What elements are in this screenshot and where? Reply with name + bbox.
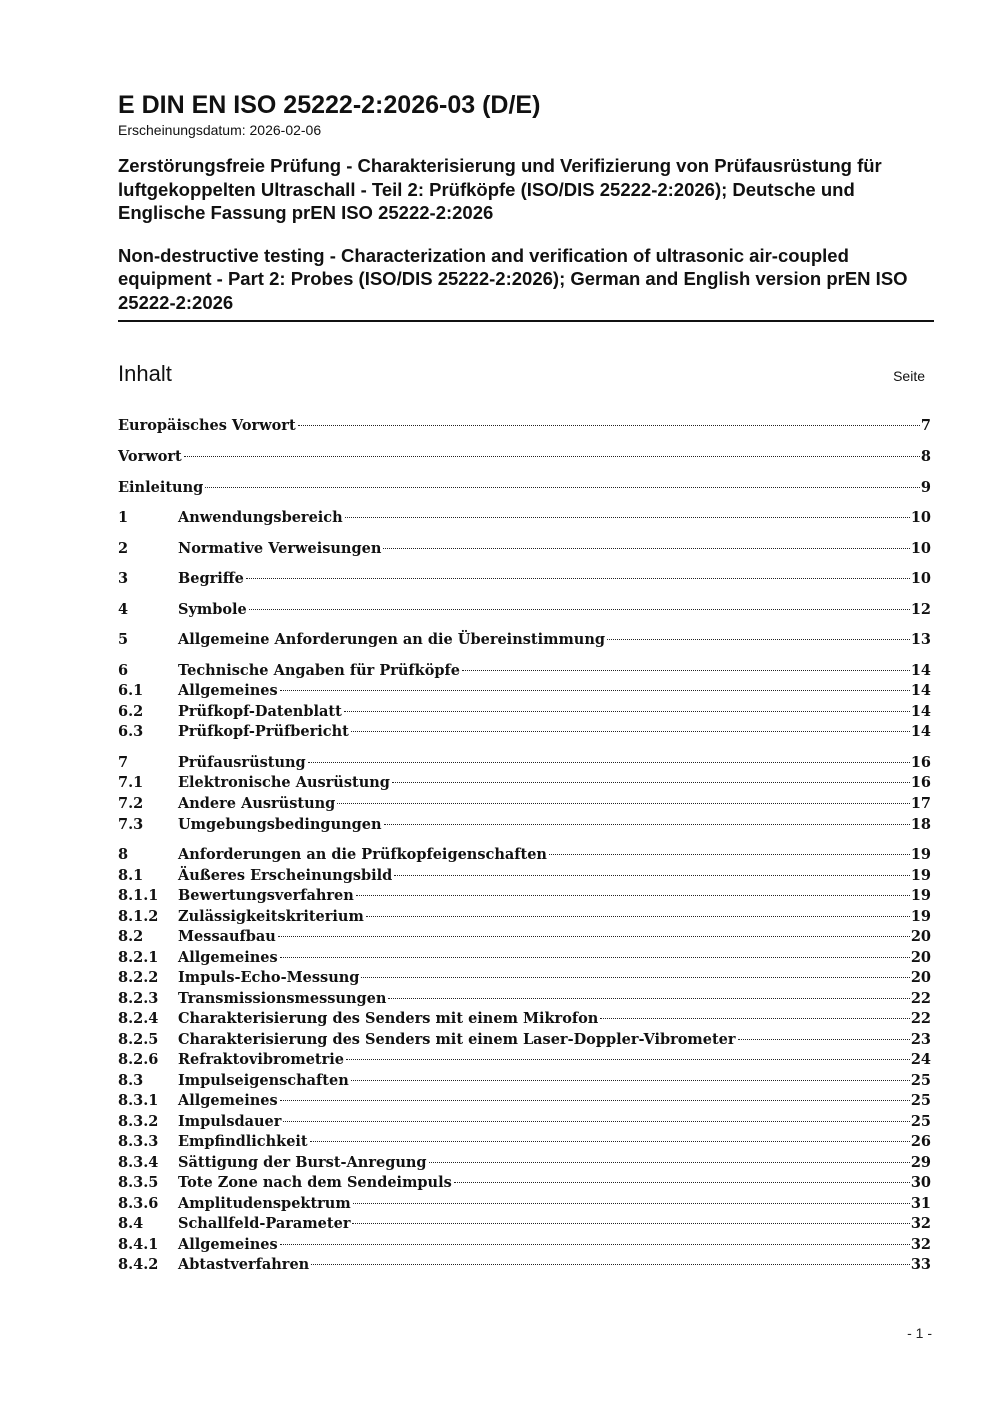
toc-entry[interactable] [118,845,931,865]
toc-entry[interactable] [118,681,931,701]
toc-entry-number: 8.3 [118,1072,144,1089]
toc-entry-page: 13 [910,631,931,648]
toc-entry-page: 31 [910,1195,931,1212]
toc-entry[interactable] [118,1194,931,1214]
toc-entry-number: 8.3.4 [118,1154,159,1171]
toc-dot-leader [246,578,910,579]
toc-dot-leader [205,487,920,488]
page-number: - 1 - [907,1325,932,1341]
toc-entry-number: 8.2.2 [118,969,159,986]
toc-entry[interactable] [118,1009,931,1029]
toc-entry-page: 10 [910,509,931,526]
toc-entry-page: 20 [910,969,931,986]
toc-entry-title: Allgemeines [178,682,278,699]
toc-entry-number: 8 [118,846,129,863]
toc-entry-title: Charakterisierung des Senders mit einem Mikrofon [178,1010,599,1027]
toc-entry-title: Elektronische Ausrüstung [178,774,390,791]
title-english: Non-destructive testing - Characterization and verification of ultrasonic air-coupled equipment - Part 2: Probes (ISO/DIS 25222-2:2026); German and English version prEN ISO 25222-2:2026 [118,244,908,313]
toc-entry-number: 8.3.5 [118,1174,159,1191]
toc-entry-number: 8.2 [118,928,144,945]
toc-dot-leader [361,977,909,978]
toc-entry-title: Sättigung der Burst-Anregung [178,1154,427,1171]
toc-dot-leader [394,875,910,876]
issue-date: Erscheinungsdatum: 2026-02-06 [118,122,322,138]
toc-dot-leader [392,782,910,783]
toc-entry-page: 33 [910,1256,931,1273]
toc-dot-leader [388,998,909,999]
toc-entry-number: 7.2 [118,795,144,812]
toc-entry-number: 8.4.2 [118,1256,159,1273]
toc-entry-title: Zulässigkeitskriterium [178,908,364,925]
toc-dot-leader [283,1121,909,1122]
toc-entry-page: 30 [910,1174,931,1191]
toc-entry[interactable] [118,1235,931,1255]
toc-entry-page: 14 [910,682,931,699]
toc-entry[interactable] [118,447,931,467]
toc-entry-title: Schallfeld-Parameter [178,1215,351,1232]
toc-entry[interactable] [118,508,931,528]
toc-entry-page: 24 [910,1051,931,1068]
toc-entry[interactable] [118,989,931,1009]
toc-entry-page: 8 [920,448,931,465]
toc-entry-page: 7 [920,417,931,434]
toc-entry-page: 32 [910,1215,931,1232]
toc-entry[interactable] [118,907,931,927]
toc-entry[interactable] [118,1030,931,1050]
toc-entry-title: Allgemeines [178,1236,278,1253]
toc-entry-number: 8.2.1 [118,949,159,966]
toc-entry-page: 32 [910,1236,931,1253]
toc-dot-leader [184,456,920,457]
toc-dot-leader [384,824,910,825]
toc-entry-title: Europäisches Vorwort [118,417,296,434]
toc-entry-number: 8.4.1 [118,1236,159,1253]
toc-entry-page: 18 [910,816,931,833]
toc-entry-title: Symbole [178,601,247,618]
toc-dot-leader [310,1141,910,1142]
toc-entry-title: Impulseigenschaften [178,1072,349,1089]
toc-entry-page: 12 [910,601,931,618]
toc-entry-number: 8.3.1 [118,1092,159,1109]
toc-entry-number: 8.2.5 [118,1031,159,1048]
toc-dot-leader [344,711,910,712]
toc-entry-page: 23 [910,1031,931,1048]
toc-entry-page: 16 [910,754,931,771]
toc-entry[interactable] [118,948,931,968]
toc-entry[interactable] [118,478,931,498]
toc-entry[interactable] [118,1153,931,1173]
toc-entry[interactable] [118,1091,931,1111]
toc-entry-title: Anwendungsbereich [178,509,343,526]
toc-entry-page: 10 [910,570,931,587]
toc-dot-leader [278,936,910,937]
toc-heading: Inhalt [118,361,172,386]
toc-entry-page: 22 [910,1010,931,1027]
toc-entry-page: 14 [910,703,931,720]
toc-entry-number: 8.1 [118,867,144,884]
toc-entry[interactable] [118,416,931,436]
toc-entry[interactable] [118,539,931,559]
toc-entry-title: Abtastverfahren [178,1256,310,1273]
toc-dot-leader [383,548,909,549]
toc-entry-number: 7.3 [118,816,144,833]
toc-entry-page: 16 [910,774,931,791]
toc-dot-leader [280,1244,910,1245]
toc-entry-number: 7 [118,754,129,771]
toc-entry-number: 8.3.3 [118,1133,159,1150]
toc-entry-number: 8.1.1 [118,887,159,904]
toc-entry[interactable] [118,569,931,589]
toc-entry[interactable] [118,600,931,620]
toc-entry-title: Andere Ausrüstung [178,795,336,812]
header-divider [118,320,934,322]
toc-dot-leader [298,425,920,426]
toc-entry-title: Einleitung [118,479,204,496]
toc-entry-title: Refraktovibrometrie [178,1051,344,1068]
toc-dot-leader [549,854,910,855]
toc-dot-leader [280,1100,910,1101]
toc-entry-number: 6 [118,662,129,679]
toc-dot-leader [280,957,910,958]
toc-entry-title: Transmissionsmessungen [178,990,387,1007]
toc-entry[interactable] [118,1071,931,1091]
toc-entry[interactable] [118,630,931,650]
toc-entry-number: 8.4 [118,1215,144,1232]
toc-entry-page: 29 [910,1154,931,1171]
toc-entry-number: 7.1 [118,774,144,791]
toc-dot-leader [454,1182,910,1183]
toc-dot-leader [337,803,910,804]
toc-entry-page: 20 [910,949,931,966]
toc-entry[interactable] [118,773,931,793]
toc-entry-title: Tote Zone nach dem Sendeimpuls [178,1174,452,1191]
toc-entry-title: Technische Angaben für Prüfköpfe [178,662,460,679]
toc-entry-page: 17 [910,795,931,812]
toc-entry-page: 22 [910,990,931,1007]
toc-entry[interactable] [118,753,931,773]
toc-entry[interactable] [118,702,931,722]
toc-entry-number: 6.1 [118,682,144,699]
toc-entry-title: Anforderungen an die Prüfkopfeigenschaften [178,846,547,863]
toc-entry-title: Bewertungsverfahren [178,887,354,904]
toc-entry-number: 8.2.3 [118,990,159,1007]
toc-entry[interactable] [118,815,931,835]
toc-dot-leader [366,916,910,917]
toc-dot-leader [345,517,910,518]
document-id: E DIN EN ISO 25222-2:2026-03 (D/E) [118,91,541,119]
toc-entry-title: Prüfkopf-Datenblatt [178,703,342,720]
toc-dot-leader [600,1018,909,1019]
toc-entry[interactable] [118,1112,931,1132]
toc-entry-number: 8.3.2 [118,1113,159,1130]
toc-entry-number: 1 [118,509,129,526]
toc-entry-number: 3 [118,570,129,587]
toc-entry-title: Allgemeines [178,1092,278,1109]
document-header [118,90,933,314]
toc-entry-number: 8.2.6 [118,1051,159,1068]
toc-dot-leader [346,1059,910,1060]
toc-entry[interactable] [118,722,931,742]
toc-dot-leader [607,639,910,640]
toc-dot-leader [308,762,910,763]
title-german: Zerstörungsfreie Prüfung - Charakterisierung und Verifizierung von Prüfausrüstung für luftgekoppelten Ultraschall - Teil 2: Prüfköpfe (ISO/DIS 25222-2:2026); Deutsche und Englische Fassung prEN ISO 25222-2:2026 [118,155,882,223]
toc-dot-leader [462,670,910,671]
toc-entry[interactable] [118,1173,931,1193]
toc-entry-title: Umgebungsbedingungen [178,816,382,833]
toc-entry-title: Begriffe [178,570,244,587]
toc-dot-leader [356,895,910,896]
toc-entry[interactable] [118,1255,931,1275]
toc-entry[interactable] [118,661,931,681]
toc-entry[interactable] [118,1132,931,1152]
toc-entry-title: Allgemeine Anforderungen an die Übereinstimmung [178,631,606,648]
toc-dot-leader [280,690,910,691]
toc-entry[interactable] [118,1050,931,1070]
toc-dot-leader [249,609,910,610]
toc-entry-title: Impulsdauer [178,1113,282,1130]
toc-entry-page: 19 [910,908,931,925]
toc-entry-number: 8.2.4 [118,1010,159,1027]
toc-entry-number: 2 [118,540,129,557]
toc-entry-title: Normative Verweisungen [178,540,382,557]
toc-entry-number: 8.3.6 [118,1195,159,1212]
toc-entry-number: 6.3 [118,723,144,740]
toc-entry-title: Vorwort [118,448,182,465]
toc-entry-title: Amplitudenspektrum [178,1195,351,1212]
toc-entry-number: 4 [118,601,129,618]
toc-entry-number: 6.2 [118,703,144,720]
toc-entry[interactable] [118,1214,931,1234]
toc-dot-leader [738,1039,910,1040]
toc-entry-title: Prüfkopf-Prüfbericht [178,723,349,740]
toc-entry-title: Messaufbau [178,928,276,945]
toc-entry-title: Prüfausrüstung [178,754,306,771]
toc-entry-title: Allgemeines [178,949,278,966]
toc-dot-leader [429,1162,910,1163]
toc-entry-number: 8.1.2 [118,908,159,925]
toc-entry-page: 19 [910,887,931,904]
toc-entry-page: 14 [910,723,931,740]
toc-entry-page: 25 [910,1092,931,1109]
toc-entry-number: 5 [118,631,129,648]
toc-dot-leader [311,1264,910,1265]
toc-dot-leader [351,731,910,732]
toc-entry-page: 10 [910,540,931,557]
toc-dot-leader [353,1203,910,1204]
toc-dot-leader [351,1080,910,1081]
toc-entry-page: 25 [910,1113,931,1130]
toc-entry-page: 19 [910,867,931,884]
toc-dot-leader [352,1223,909,1224]
toc-entry[interactable] [118,866,931,886]
toc-entry-title: Impuls-Echo-Messung [178,969,360,986]
toc-entry-page: 9 [920,479,931,496]
toc-page-column-label: Seite [893,368,925,384]
toc-entry[interactable] [118,794,931,814]
toc-entry-page: 20 [910,928,931,945]
toc-entry-title: Empfindlichkeit [178,1133,308,1150]
toc-entry[interactable] [118,927,931,947]
toc-entry-title: Charakterisierung des Senders mit einem Laser-Doppler-Vibrometer [178,1031,736,1048]
toc-entry-page: 26 [910,1133,931,1150]
toc-entry[interactable] [118,886,931,906]
toc-entry[interactable] [118,968,931,988]
toc-entry-page: 19 [910,846,931,863]
toc-entry-title: Äußeres Erscheinungsbild [178,867,393,884]
toc-entry-page: 25 [910,1072,931,1089]
toc-entry-page: 14 [910,662,931,679]
